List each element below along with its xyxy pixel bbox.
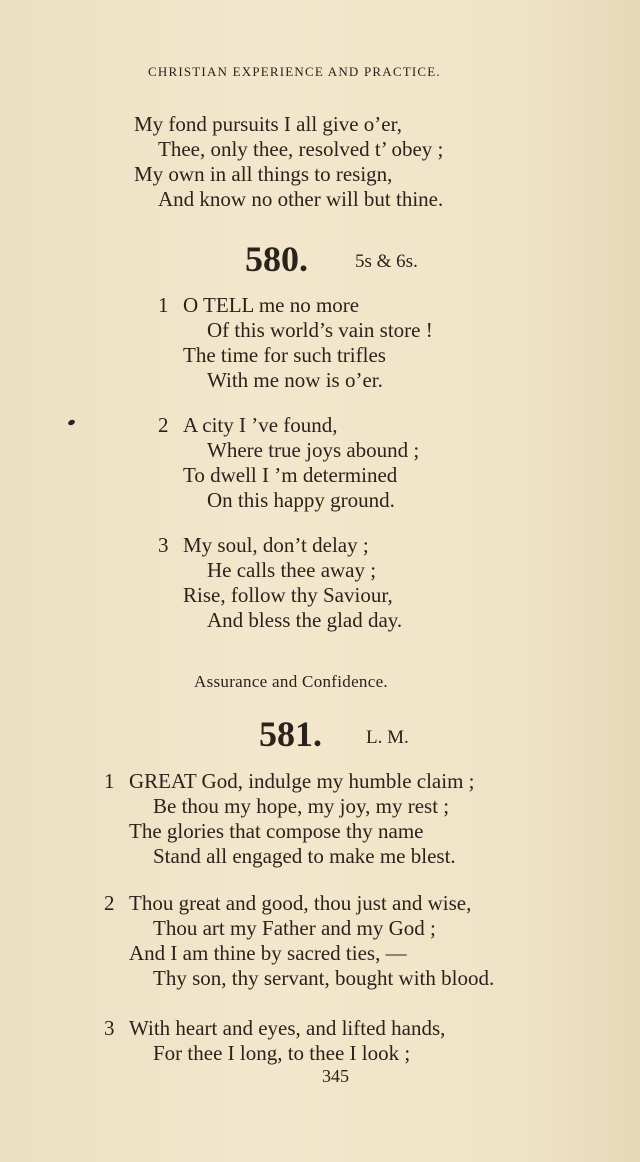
verse-line: The glories that compose thy name	[129, 819, 424, 843]
verse-line: For thee I long, to thee I look ;	[153, 1041, 411, 1065]
verse-line: Of this world’s vain store !	[207, 318, 433, 342]
stanza-number: 1	[104, 769, 115, 793]
verse-line: GREAT God, indulge my humble claim ;	[129, 769, 475, 793]
verse-line: And know no other will but thine.	[158, 187, 444, 211]
verse-line: With me now is o’er.	[207, 368, 383, 392]
hymn-meter: L. M.	[366, 727, 409, 748]
running-header: CHRISTIAN EXPERIENCE AND PRACTICE.	[148, 64, 441, 79]
hymn-number: 580.	[245, 239, 308, 279]
verse-line: O TELL me no more	[183, 293, 360, 317]
page-number: 345	[322, 1066, 349, 1086]
verse-line: With heart and eyes, and lifted hands,	[129, 1016, 446, 1040]
verse-line: On this happy ground.	[207, 488, 395, 512]
verse-line: Thou great and good, thou just and wise,	[129, 891, 472, 915]
section-title: Assurance and Confidence.	[194, 672, 388, 691]
verse-line: My own in all things to resign,	[134, 162, 393, 186]
verse-line: Stand all engaged to make me blest.	[153, 844, 456, 868]
hymn-meter: 5s & 6s.	[355, 251, 418, 272]
ink-mark	[67, 419, 75, 426]
verse-line: He calls thee away ;	[207, 558, 377, 582]
verse-line: The time for such trifles	[183, 343, 386, 367]
stanza-number: 1	[158, 293, 169, 317]
verse-line: Be thou my hope, my joy, my rest ;	[153, 794, 450, 818]
stanza-number: 3	[158, 533, 169, 557]
verse-line: Thou art my Father and my God ;	[153, 916, 436, 940]
hymn-number: 581.	[259, 714, 322, 754]
stanza-number: 2	[158, 413, 169, 437]
verse-line: And bless the glad day.	[207, 608, 403, 632]
verse-line: To dwell I ’m determined	[183, 463, 398, 487]
verse-line: Where true joys abound ;	[207, 438, 420, 462]
verse-line: My fond pursuits I all give o’er,	[134, 112, 403, 136]
stanza-number: 2	[104, 891, 115, 915]
verse-line: Rise, follow thy Saviour,	[183, 583, 393, 607]
verse-line: Thee, only thee, resolved t’ obey ;	[158, 137, 444, 161]
verse-line: Thy son, thy servant, bought with blood.	[153, 966, 495, 990]
verse-line: A city I ’ve found,	[183, 413, 338, 437]
stanza-number: 3	[104, 1016, 115, 1040]
verse-line: My soul, don’t delay ;	[183, 533, 369, 557]
verse-line: And I am thine by sacred ties, —	[129, 941, 407, 965]
